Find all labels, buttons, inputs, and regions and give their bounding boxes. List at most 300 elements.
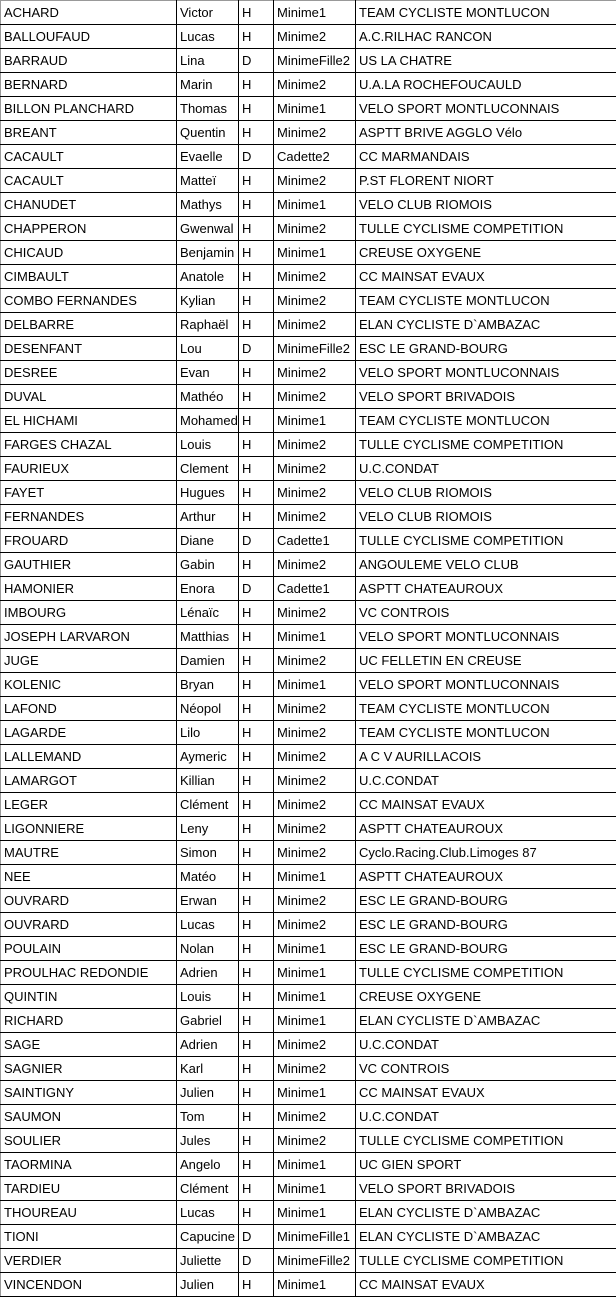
category-cell: MinimeFille2: [274, 337, 356, 361]
table-row: [1, 1153, 616, 1177]
table-row: [1, 721, 616, 745]
gender-cell: H: [239, 457, 274, 481]
first-name-cell: Gabin: [177, 553, 239, 577]
category-cell: Minime2: [274, 313, 356, 337]
club-cell: CREUSE OXYGENE: [356, 241, 616, 265]
first-name-cell: Lou: [177, 337, 239, 361]
category-cell: Minime2: [274, 769, 356, 793]
gender-cell: H: [239, 649, 274, 673]
table-row: [1, 385, 616, 409]
club-cell: ASPTT BRIVE AGGLO Vélo: [356, 121, 616, 145]
category-cell: Minime1: [274, 1, 356, 25]
category-cell: Minime2: [274, 433, 356, 457]
first-name-cell: Mathys: [177, 193, 239, 217]
gender-cell: D: [239, 337, 274, 361]
last-name-cell: FROUARD: [1, 529, 177, 553]
category-cell: Cadette2: [274, 145, 356, 169]
table-row: [1, 49, 616, 73]
last-name-cell: JOSEPH LARVARON: [1, 625, 177, 649]
gender-cell: D: [239, 1249, 274, 1273]
club-cell: TULLE CYCLISME COMPETITION: [356, 433, 616, 457]
gender-cell: H: [239, 97, 274, 121]
first-name-cell: Marin: [177, 73, 239, 97]
table-row: [1, 217, 616, 241]
table-row: [1, 817, 616, 841]
first-name-cell: Lénaïc: [177, 601, 239, 625]
gender-cell: H: [239, 409, 274, 433]
first-name-cell: Lilo: [177, 721, 239, 745]
club-cell: U.A.LA ROCHEFOUCAULD: [356, 73, 616, 97]
category-cell: Minime2: [274, 289, 356, 313]
last-name-cell: CHICAUD: [1, 241, 177, 265]
category-cell: Minime1: [274, 1153, 356, 1177]
gender-cell: H: [239, 913, 274, 937]
club-cell: TULLE CYCLISME COMPETITION: [356, 217, 616, 241]
club-cell: VELO SPORT MONTLUCONNAIS: [356, 625, 616, 649]
last-name-cell: FARGES CHAZAL: [1, 433, 177, 457]
category-cell: Minime1: [274, 97, 356, 121]
first-name-cell: Jules: [177, 1129, 239, 1153]
table-row: [1, 433, 616, 457]
club-cell: CC MARMANDAIS: [356, 145, 616, 169]
table-row: [1, 241, 616, 265]
first-name-cell: Clement: [177, 457, 239, 481]
category-cell: Minime1: [274, 985, 356, 1009]
club-cell: ESC LE GRAND-BOURG: [356, 889, 616, 913]
table-row: [1, 553, 616, 577]
club-cell: VELO CLUB RIOMOIS: [356, 481, 616, 505]
category-cell: Minime1: [274, 673, 356, 697]
first-name-cell: Karl: [177, 1057, 239, 1081]
table-row: [1, 841, 616, 865]
club-cell: U.C.CONDAT: [356, 769, 616, 793]
last-name-cell: DESREE: [1, 361, 177, 385]
category-cell: Minime2: [274, 169, 356, 193]
last-name-cell: PROULHAC REDONDIE: [1, 961, 177, 985]
category-cell: MinimeFille2: [274, 49, 356, 73]
last-name-cell: SAGE: [1, 1033, 177, 1057]
gender-cell: H: [239, 73, 274, 97]
last-name-cell: BREANT: [1, 121, 177, 145]
gender-cell: H: [239, 1273, 274, 1297]
category-cell: MinimeFille2: [274, 1249, 356, 1273]
last-name-cell: OUVRARD: [1, 913, 177, 937]
last-name-cell: BALLOUFAUD: [1, 25, 177, 49]
first-name-cell: Louis: [177, 433, 239, 457]
gender-cell: H: [239, 217, 274, 241]
first-name-cell: Thomas: [177, 97, 239, 121]
club-cell: VELO CLUB RIOMOIS: [356, 505, 616, 529]
first-name-cell: Damien: [177, 649, 239, 673]
table-row: [1, 769, 616, 793]
table-row: [1, 793, 616, 817]
first-name-cell: Erwan: [177, 889, 239, 913]
category-cell: Minime1: [274, 1201, 356, 1225]
last-name-cell: KOLENIC: [1, 673, 177, 697]
first-name-cell: Capucine: [177, 1225, 239, 1249]
club-cell: CC MAINSAT EVAUX: [356, 1081, 616, 1105]
gender-cell: D: [239, 145, 274, 169]
last-name-cell: SAINTIGNY: [1, 1081, 177, 1105]
first-name-cell: Néopol: [177, 697, 239, 721]
category-cell: MinimeFille1: [274, 1225, 356, 1249]
last-name-cell: TAORMINA: [1, 1153, 177, 1177]
category-cell: Minime2: [274, 601, 356, 625]
first-name-cell: Evaelle: [177, 145, 239, 169]
category-cell: Minime2: [274, 361, 356, 385]
last-name-cell: POULAIN: [1, 937, 177, 961]
first-name-cell: Kylian: [177, 289, 239, 313]
table-row: [1, 913, 616, 937]
category-cell: Minime2: [274, 1105, 356, 1129]
gender-cell: H: [239, 985, 274, 1009]
club-cell: TEAM CYCLISTE MONTLUCON: [356, 697, 616, 721]
gender-cell: D: [239, 577, 274, 601]
table-row: [1, 1033, 616, 1057]
last-name-cell: CHANUDET: [1, 193, 177, 217]
gender-cell: H: [239, 673, 274, 697]
category-cell: Minime2: [274, 745, 356, 769]
gender-cell: H: [239, 265, 274, 289]
category-cell: Minime2: [274, 553, 356, 577]
table-row: [1, 457, 616, 481]
gender-cell: H: [239, 697, 274, 721]
club-cell: UC GIEN SPORT: [356, 1153, 616, 1177]
last-name-cell: TARDIEU: [1, 1177, 177, 1201]
gender-cell: H: [239, 889, 274, 913]
riders-table-body: [1, 1, 616, 1297]
table-row: [1, 481, 616, 505]
first-name-cell: Matteï: [177, 169, 239, 193]
gender-cell: H: [239, 193, 274, 217]
first-name-cell: Louis: [177, 985, 239, 1009]
gender-cell: D: [239, 529, 274, 553]
gender-cell: H: [239, 433, 274, 457]
last-name-cell: JUGE: [1, 649, 177, 673]
club-cell: U.C.CONDAT: [356, 1033, 616, 1057]
last-name-cell: VINCENDON: [1, 1273, 177, 1297]
table-row: [1, 745, 616, 769]
gender-cell: H: [239, 25, 274, 49]
club-cell: VC CONTROIS: [356, 1057, 616, 1081]
category-cell: Minime1: [274, 1081, 356, 1105]
club-cell: CREUSE OXYGENE: [356, 985, 616, 1009]
club-cell: ESC LE GRAND-BOURG: [356, 937, 616, 961]
gender-cell: H: [239, 769, 274, 793]
last-name-cell: CHAPPERON: [1, 217, 177, 241]
first-name-cell: Benjamin: [177, 241, 239, 265]
club-cell: P.ST FLORENT NIORT: [356, 169, 616, 193]
last-name-cell: CACAULT: [1, 145, 177, 169]
category-cell: Minime1: [274, 1009, 356, 1033]
category-cell: Minime1: [274, 937, 356, 961]
first-name-cell: Simon: [177, 841, 239, 865]
last-name-cell: LAMARGOT: [1, 769, 177, 793]
last-name-cell: IMBOURG: [1, 601, 177, 625]
table-row: [1, 409, 616, 433]
category-cell: Minime2: [274, 697, 356, 721]
category-cell: Minime2: [274, 505, 356, 529]
first-name-cell: Lina: [177, 49, 239, 73]
first-name-cell: Nolan: [177, 937, 239, 961]
table-row: [1, 625, 616, 649]
club-cell: ELAN CYCLISTE D`AMBAZAC: [356, 1009, 616, 1033]
table-row: [1, 1105, 616, 1129]
last-name-cell: OUVRARD: [1, 889, 177, 913]
first-name-cell: Killian: [177, 769, 239, 793]
category-cell: Minime1: [274, 625, 356, 649]
table-row: [1, 265, 616, 289]
category-cell: Minime2: [274, 649, 356, 673]
first-name-cell: Angelo: [177, 1153, 239, 1177]
table-row: [1, 121, 616, 145]
table-row: [1, 337, 616, 361]
club-cell: U.C.CONDAT: [356, 457, 616, 481]
first-name-cell: Anatole: [177, 265, 239, 289]
category-cell: Minime2: [274, 25, 356, 49]
last-name-cell: EL HICHAMI: [1, 409, 177, 433]
club-cell: Cyclo.Racing.Club.Limoges 87: [356, 841, 616, 865]
first-name-cell: Clément: [177, 793, 239, 817]
club-cell: TEAM CYCLISTE MONTLUCON: [356, 1, 616, 25]
club-cell: TULLE CYCLISME COMPETITION: [356, 529, 616, 553]
last-name-cell: DESENFANT: [1, 337, 177, 361]
gender-cell: H: [239, 1009, 274, 1033]
gender-cell: H: [239, 841, 274, 865]
first-name-cell: Gwenwal: [177, 217, 239, 241]
club-cell: VELO SPORT BRIVADOIS: [356, 385, 616, 409]
club-cell: TEAM CYCLISTE MONTLUCON: [356, 721, 616, 745]
table-row: [1, 601, 616, 625]
last-name-cell: BERNARD: [1, 73, 177, 97]
table-row: [1, 985, 616, 1009]
last-name-cell: RICHARD: [1, 1009, 177, 1033]
last-name-cell: CIMBAULT: [1, 265, 177, 289]
last-name-cell: THOUREAU: [1, 1201, 177, 1225]
club-cell: TULLE CYCLISME COMPETITION: [356, 1249, 616, 1273]
club-cell: TEAM CYCLISTE MONTLUCON: [356, 409, 616, 433]
table-row: [1, 1225, 616, 1249]
last-name-cell: LALLEMAND: [1, 745, 177, 769]
category-cell: Minime1: [274, 193, 356, 217]
category-cell: Minime2: [274, 913, 356, 937]
last-name-cell: CACAULT: [1, 169, 177, 193]
club-cell: ELAN CYCLISTE D`AMBAZAC: [356, 313, 616, 337]
club-cell: US LA CHATRE: [356, 49, 616, 73]
last-name-cell: DELBARRE: [1, 313, 177, 337]
gender-cell: H: [239, 481, 274, 505]
gender-cell: H: [239, 721, 274, 745]
gender-cell: H: [239, 865, 274, 889]
gender-cell: H: [239, 385, 274, 409]
table-row: [1, 1177, 616, 1201]
category-cell: Cadette1: [274, 577, 356, 601]
gender-cell: H: [239, 505, 274, 529]
table-row: [1, 505, 616, 529]
first-name-cell: Victor: [177, 1, 239, 25]
first-name-cell: Aymeric: [177, 745, 239, 769]
category-cell: Minime1: [274, 865, 356, 889]
club-cell: U.C.CONDAT: [356, 1105, 616, 1129]
table-row: [1, 649, 616, 673]
last-name-cell: FERNANDES: [1, 505, 177, 529]
club-cell: ANGOULEME VELO CLUB: [356, 553, 616, 577]
first-name-cell: Mohamed: [177, 409, 239, 433]
table-row: [1, 577, 616, 601]
gender-cell: H: [239, 289, 274, 313]
club-cell: VELO CLUB RIOMOIS: [356, 193, 616, 217]
last-name-cell: BARRAUD: [1, 49, 177, 73]
category-cell: Minime2: [274, 721, 356, 745]
first-name-cell: Lucas: [177, 25, 239, 49]
category-cell: Minime2: [274, 889, 356, 913]
first-name-cell: Bryan: [177, 673, 239, 697]
first-name-cell: Julien: [177, 1273, 239, 1297]
first-name-cell: Raphaël: [177, 313, 239, 337]
table-row: [1, 73, 616, 97]
first-name-cell: Arthur: [177, 505, 239, 529]
last-name-cell: MAUTRE: [1, 841, 177, 865]
table-row: [1, 937, 616, 961]
gender-cell: H: [239, 793, 274, 817]
first-name-cell: Evan: [177, 361, 239, 385]
table-row: [1, 1273, 616, 1297]
last-name-cell: COMBO FERNANDES: [1, 289, 177, 313]
gender-cell: H: [239, 169, 274, 193]
last-name-cell: NEE: [1, 865, 177, 889]
club-cell: TULLE CYCLISME COMPETITION: [356, 961, 616, 985]
last-name-cell: QUINTIN: [1, 985, 177, 1009]
category-cell: Minime2: [274, 265, 356, 289]
category-cell: Minime2: [274, 793, 356, 817]
gender-cell: H: [239, 601, 274, 625]
last-name-cell: VERDIER: [1, 1249, 177, 1273]
last-name-cell: BILLON PLANCHARD: [1, 97, 177, 121]
table-row: [1, 1249, 616, 1273]
table-row: [1, 1009, 616, 1033]
gender-cell: H: [239, 1057, 274, 1081]
last-name-cell: LAFOND: [1, 697, 177, 721]
gender-cell: D: [239, 49, 274, 73]
first-name-cell: Juliette: [177, 1249, 239, 1273]
table-row: [1, 1, 616, 25]
table-row: [1, 889, 616, 913]
gender-cell: H: [239, 313, 274, 337]
gender-cell: D: [239, 1225, 274, 1249]
first-name-cell: Hugues: [177, 481, 239, 505]
category-cell: Minime2: [274, 1057, 356, 1081]
club-cell: TULLE CYCLISME COMPETITION: [356, 1129, 616, 1153]
category-cell: Minime2: [274, 457, 356, 481]
gender-cell: H: [239, 553, 274, 577]
last-name-cell: GAUTHIER: [1, 553, 177, 577]
table-row: [1, 673, 616, 697]
club-cell: CC MAINSAT EVAUX: [356, 793, 616, 817]
gender-cell: H: [239, 937, 274, 961]
club-cell: ASPTT CHATEAUROUX: [356, 865, 616, 889]
club-cell: A.C.RILHAC RANCON: [356, 25, 616, 49]
table-row: [1, 145, 616, 169]
first-name-cell: Tom: [177, 1105, 239, 1129]
category-cell: Minime2: [274, 817, 356, 841]
club-cell: ESC LE GRAND-BOURG: [356, 913, 616, 937]
first-name-cell: Lucas: [177, 1201, 239, 1225]
last-name-cell: SOULIER: [1, 1129, 177, 1153]
last-name-cell: ACHARD: [1, 1, 177, 25]
table-row: [1, 25, 616, 49]
table-row: [1, 169, 616, 193]
first-name-cell: Clément: [177, 1177, 239, 1201]
category-cell: Minime1: [274, 961, 356, 985]
first-name-cell: Quentin: [177, 121, 239, 145]
gender-cell: H: [239, 817, 274, 841]
table-row: [1, 313, 616, 337]
category-cell: Cadette1: [274, 529, 356, 553]
first-name-cell: Gabriel: [177, 1009, 239, 1033]
last-name-cell: SAGNIER: [1, 1057, 177, 1081]
table-row: [1, 1201, 616, 1225]
first-name-cell: Matéo: [177, 865, 239, 889]
gender-cell: H: [239, 625, 274, 649]
last-name-cell: FAYET: [1, 481, 177, 505]
first-name-cell: Mathéo: [177, 385, 239, 409]
gender-cell: H: [239, 1081, 274, 1105]
gender-cell: H: [239, 745, 274, 769]
last-name-cell: LAGARDE: [1, 721, 177, 745]
table-row: [1, 697, 616, 721]
category-cell: Minime1: [274, 1177, 356, 1201]
gender-cell: H: [239, 1153, 274, 1177]
last-name-cell: LIGONNIERE: [1, 817, 177, 841]
club-cell: VELO SPORT MONTLUCONNAIS: [356, 361, 616, 385]
category-cell: Minime1: [274, 241, 356, 265]
last-name-cell: HAMONIER: [1, 577, 177, 601]
table-row: [1, 361, 616, 385]
last-name-cell: FAURIEUX: [1, 457, 177, 481]
club-cell: VC CONTROIS: [356, 601, 616, 625]
first-name-cell: Enora: [177, 577, 239, 601]
gender-cell: H: [239, 1105, 274, 1129]
first-name-cell: Adrien: [177, 1033, 239, 1057]
gender-cell: H: [239, 1, 274, 25]
club-cell: ASPTT CHATEAUROUX: [356, 817, 616, 841]
gender-cell: H: [239, 1033, 274, 1057]
gender-cell: H: [239, 1177, 274, 1201]
category-cell: Minime2: [274, 1129, 356, 1153]
first-name-cell: Julien: [177, 1081, 239, 1105]
gender-cell: H: [239, 121, 274, 145]
club-cell: ESC LE GRAND-BOURG: [356, 337, 616, 361]
category-cell: Minime2: [274, 73, 356, 97]
table-row: [1, 1057, 616, 1081]
club-cell: UC FELLETIN EN CREUSE: [356, 649, 616, 673]
club-cell: TEAM CYCLISTE MONTLUCON: [356, 289, 616, 313]
category-cell: Minime2: [274, 121, 356, 145]
club-cell: ELAN CYCLISTE D`AMBAZAC: [356, 1201, 616, 1225]
category-cell: Minime2: [274, 481, 356, 505]
gender-cell: H: [239, 961, 274, 985]
gender-cell: H: [239, 1201, 274, 1225]
table-row: [1, 289, 616, 313]
club-cell: VELO SPORT BRIVADOIS: [356, 1177, 616, 1201]
category-cell: Minime1: [274, 409, 356, 433]
first-name-cell: Adrien: [177, 961, 239, 985]
category-cell: Minime1: [274, 1273, 356, 1297]
table-row: [1, 961, 616, 985]
last-name-cell: DUVAL: [1, 385, 177, 409]
category-cell: Minime2: [274, 217, 356, 241]
table-row: [1, 193, 616, 217]
